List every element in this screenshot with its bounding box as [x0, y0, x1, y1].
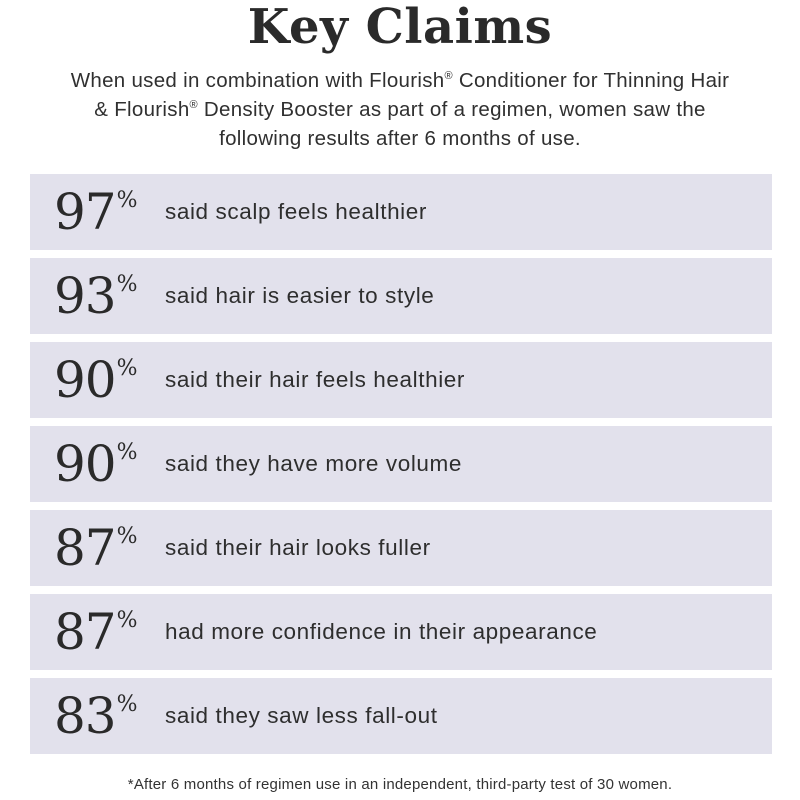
claims-list — [30, 174, 772, 762]
percent-sign: % — [116, 440, 138, 465]
percent-sign: % — [116, 524, 138, 549]
percent-sign: % — [116, 272, 138, 297]
registered-mark: ® — [444, 70, 453, 82]
claim-value: 83 — [54, 687, 116, 745]
claim-row — [30, 678, 772, 754]
claim-text: said scalp feels healthier — [165, 199, 427, 224]
claim-text: said they saw less fall-out — [165, 703, 438, 728]
claim-value: 87 — [54, 519, 116, 577]
footnote: *After 6 months of regimen use in an independent, third-party test of 30 women. — [127, 776, 673, 793]
claim-percentage — [54, 178, 138, 246]
claim-row — [30, 258, 772, 334]
claim-row — [30, 426, 772, 502]
claim-value: 97 — [54, 183, 116, 241]
claim-text: said hair is easier to style — [165, 283, 435, 308]
intro-line-2-b: Density Booster as part of a regimen, women saw the — [197, 98, 706, 121]
percent-sign: % — [116, 188, 138, 213]
claim-text: said they have more volume — [165, 451, 462, 476]
page-title: Key Claims — [247, 0, 553, 55]
percent-sign: % — [116, 608, 138, 633]
claim-row — [30, 594, 772, 670]
claim-text: had more confidence in their appearance — [165, 619, 598, 644]
percent-sign: % — [116, 692, 138, 717]
intro-line-1-a: When used in combination with Flourish — [70, 69, 445, 92]
claim-percentage — [54, 346, 138, 414]
intro-text — [20, 66, 780, 153]
claim-text: said their hair feels healthier — [165, 367, 466, 392]
claim-percentage — [54, 430, 138, 498]
claim-value: 93 — [54, 267, 116, 325]
claim-value: 87 — [54, 603, 116, 661]
intro-line-2 — [20, 95, 780, 124]
intro-line-1 — [20, 66, 780, 95]
registered-mark: ® — [189, 99, 198, 111]
claim-value: 90 — [54, 351, 116, 409]
claim-value: 90 — [54, 435, 116, 493]
intro-line-2-a: & Flourish — [94, 98, 190, 121]
claim-row — [30, 342, 772, 418]
intro-line-3: following results after 6 months of use. — [219, 127, 581, 150]
percent-sign: % — [116, 356, 138, 381]
claim-row — [30, 174, 772, 250]
claim-text: said their hair looks fuller — [165, 535, 431, 560]
intro-line-1-b: Conditioner for Thinning Hair — [452, 69, 730, 92]
claim-row — [30, 510, 772, 586]
claim-percentage — [54, 262, 138, 330]
claim-percentage — [54, 682, 138, 750]
claim-percentage — [54, 514, 138, 582]
claim-percentage — [54, 598, 138, 666]
